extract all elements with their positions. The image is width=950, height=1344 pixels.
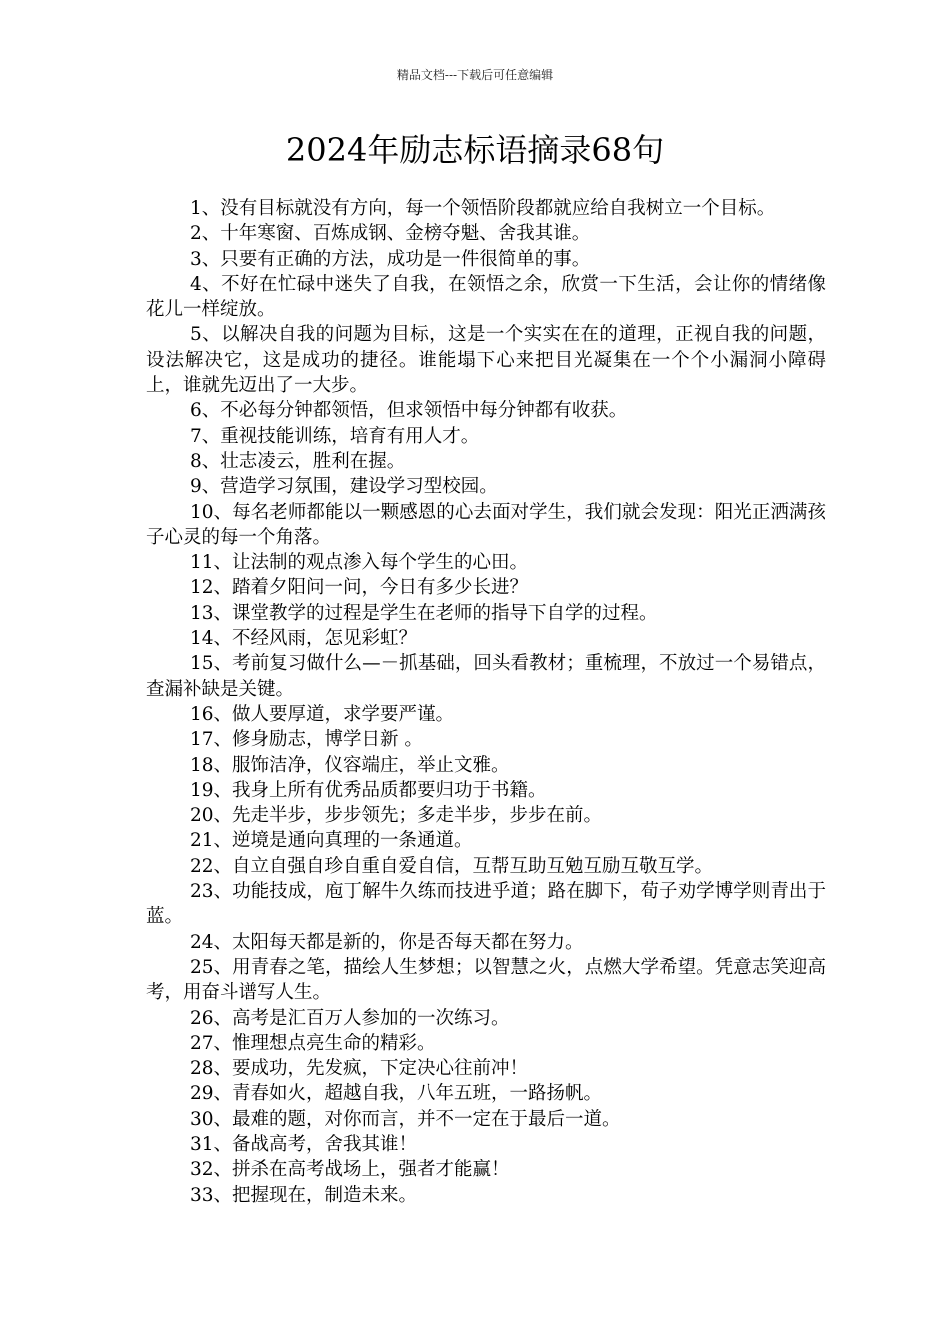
list-item: 16、做人要厚道，求学要严谨。 (190, 703, 455, 725)
list-item: 22、自立自强自珍自重自爱自信，互帮互助互勉互励互敬互学。 (190, 855, 714, 877)
document-title: 2024年励志标语摘录68句 (285, 131, 665, 169)
list-item: 4、不好在忙碌中迷失了自我，在领悟之余，欣赏一下生活，会让你的情绪像花儿一样绽放。 (146, 273, 826, 321)
list-item: 26、高考是汇百万人参加的一次练习。 (190, 1007, 510, 1029)
list-item: 15、考前复习做什么—－抓基础，回头看教材；重梳理，不放过一个易错点，查漏补缺是关键。 (146, 653, 826, 700)
list-item: 29、青春如火，超越自我，八年五班，一路扬帆。 (190, 1083, 603, 1105)
header-note: 精品文档---下载后可任意编辑 (396, 68, 554, 82)
list-item: 1、没有目标就没有方向，每一个领悟阶段都就应给自我树立一个目标。 (190, 198, 776, 219)
list-item: 30、最难的题，对你而言，并不一定在于最后一道。 (190, 1108, 621, 1130)
list-item: 21、逆境是通向真理的一条通道。 (190, 830, 473, 852)
list-item: 11、让法制的观点渗入每个学生的心田。 (190, 552, 529, 574)
list-item: 25、用青春之笔，描绘人生梦想；以智慧之火，点燃大学希望。凭意志笑迎高考，用奋斗谱写人生。 (146, 956, 826, 1004)
list-item: 8、壮志凌云，胜利在握。 (190, 450, 406, 472)
list-item: 7、重视技能训练，培育有用人才。 (190, 425, 480, 447)
list-item: 12、踏着夕阳问一问，今日有多少长进？ (190, 577, 529, 599)
slogan-list (146, 196, 826, 1208)
list-item: 6、不必每分钟都领悟，但求领悟中每分钟都有收获。 (190, 400, 628, 422)
list-item: 28、要成功，先发疯，下定决心往前冲！ (190, 1058, 529, 1080)
list-item: 2、十年寒窗、百炼成钢、金榜夺魁、舍我其谁。 (190, 223, 591, 245)
list-item: 19、我身上所有优秀品质都要归功于书籍。 (190, 779, 547, 801)
list-item: 20、先走半步，步步领先；多走半步，步步在前。 (190, 805, 603, 827)
list-item: 9、营造学习氛围，建设学习型校园。 (190, 476, 498, 498)
list-item: 3、只要有正确的方法，成功是一件很简单的事。 (190, 248, 591, 270)
list-item: 14、不经风雨，怎见彩虹？ (190, 628, 418, 650)
list-item: 31、备战高考，舍我其谁！ (190, 1133, 418, 1155)
list-item: 33、把握现在，制造未来。 (190, 1184, 418, 1206)
list-item: 27、惟理想点亮生命的精彩。 (190, 1032, 436, 1054)
list-item: 5、以解决自我的问题为目标，这是一个实实在在的道理，正视自我的问题，设法解决它，这是成功的捷径。谁能塌下心来把目光凝集在一个个小漏洞小障碍上，谁就先迈出了一大步。 (146, 324, 826, 397)
list-item: 10、每名老师都能以一颗感恩的心去面对学生，我们就会发现：阳光正洒满孩子心灵的每一个角落。 (146, 501, 826, 548)
list-item: 32、拼杀在高考战场上，强者才能赢！ (190, 1159, 510, 1181)
list-item: 18、服饰洁净，仪容端庄，举止文雅。 (190, 754, 510, 776)
list-item: 24、太阳每天都是新的，你是否每天都在努力。 (190, 931, 584, 953)
list-item: 13、课堂教学的过程是学生在老师的指导下自学的过程。 (190, 602, 658, 624)
list-item: 17、修身励志，博学日新 。 (190, 729, 423, 751)
list-item: 23、功能技成，庖丁解牛久练而技进乎道；路在脚下，荀子劝学博学则青出于蓝。 (146, 881, 826, 928)
